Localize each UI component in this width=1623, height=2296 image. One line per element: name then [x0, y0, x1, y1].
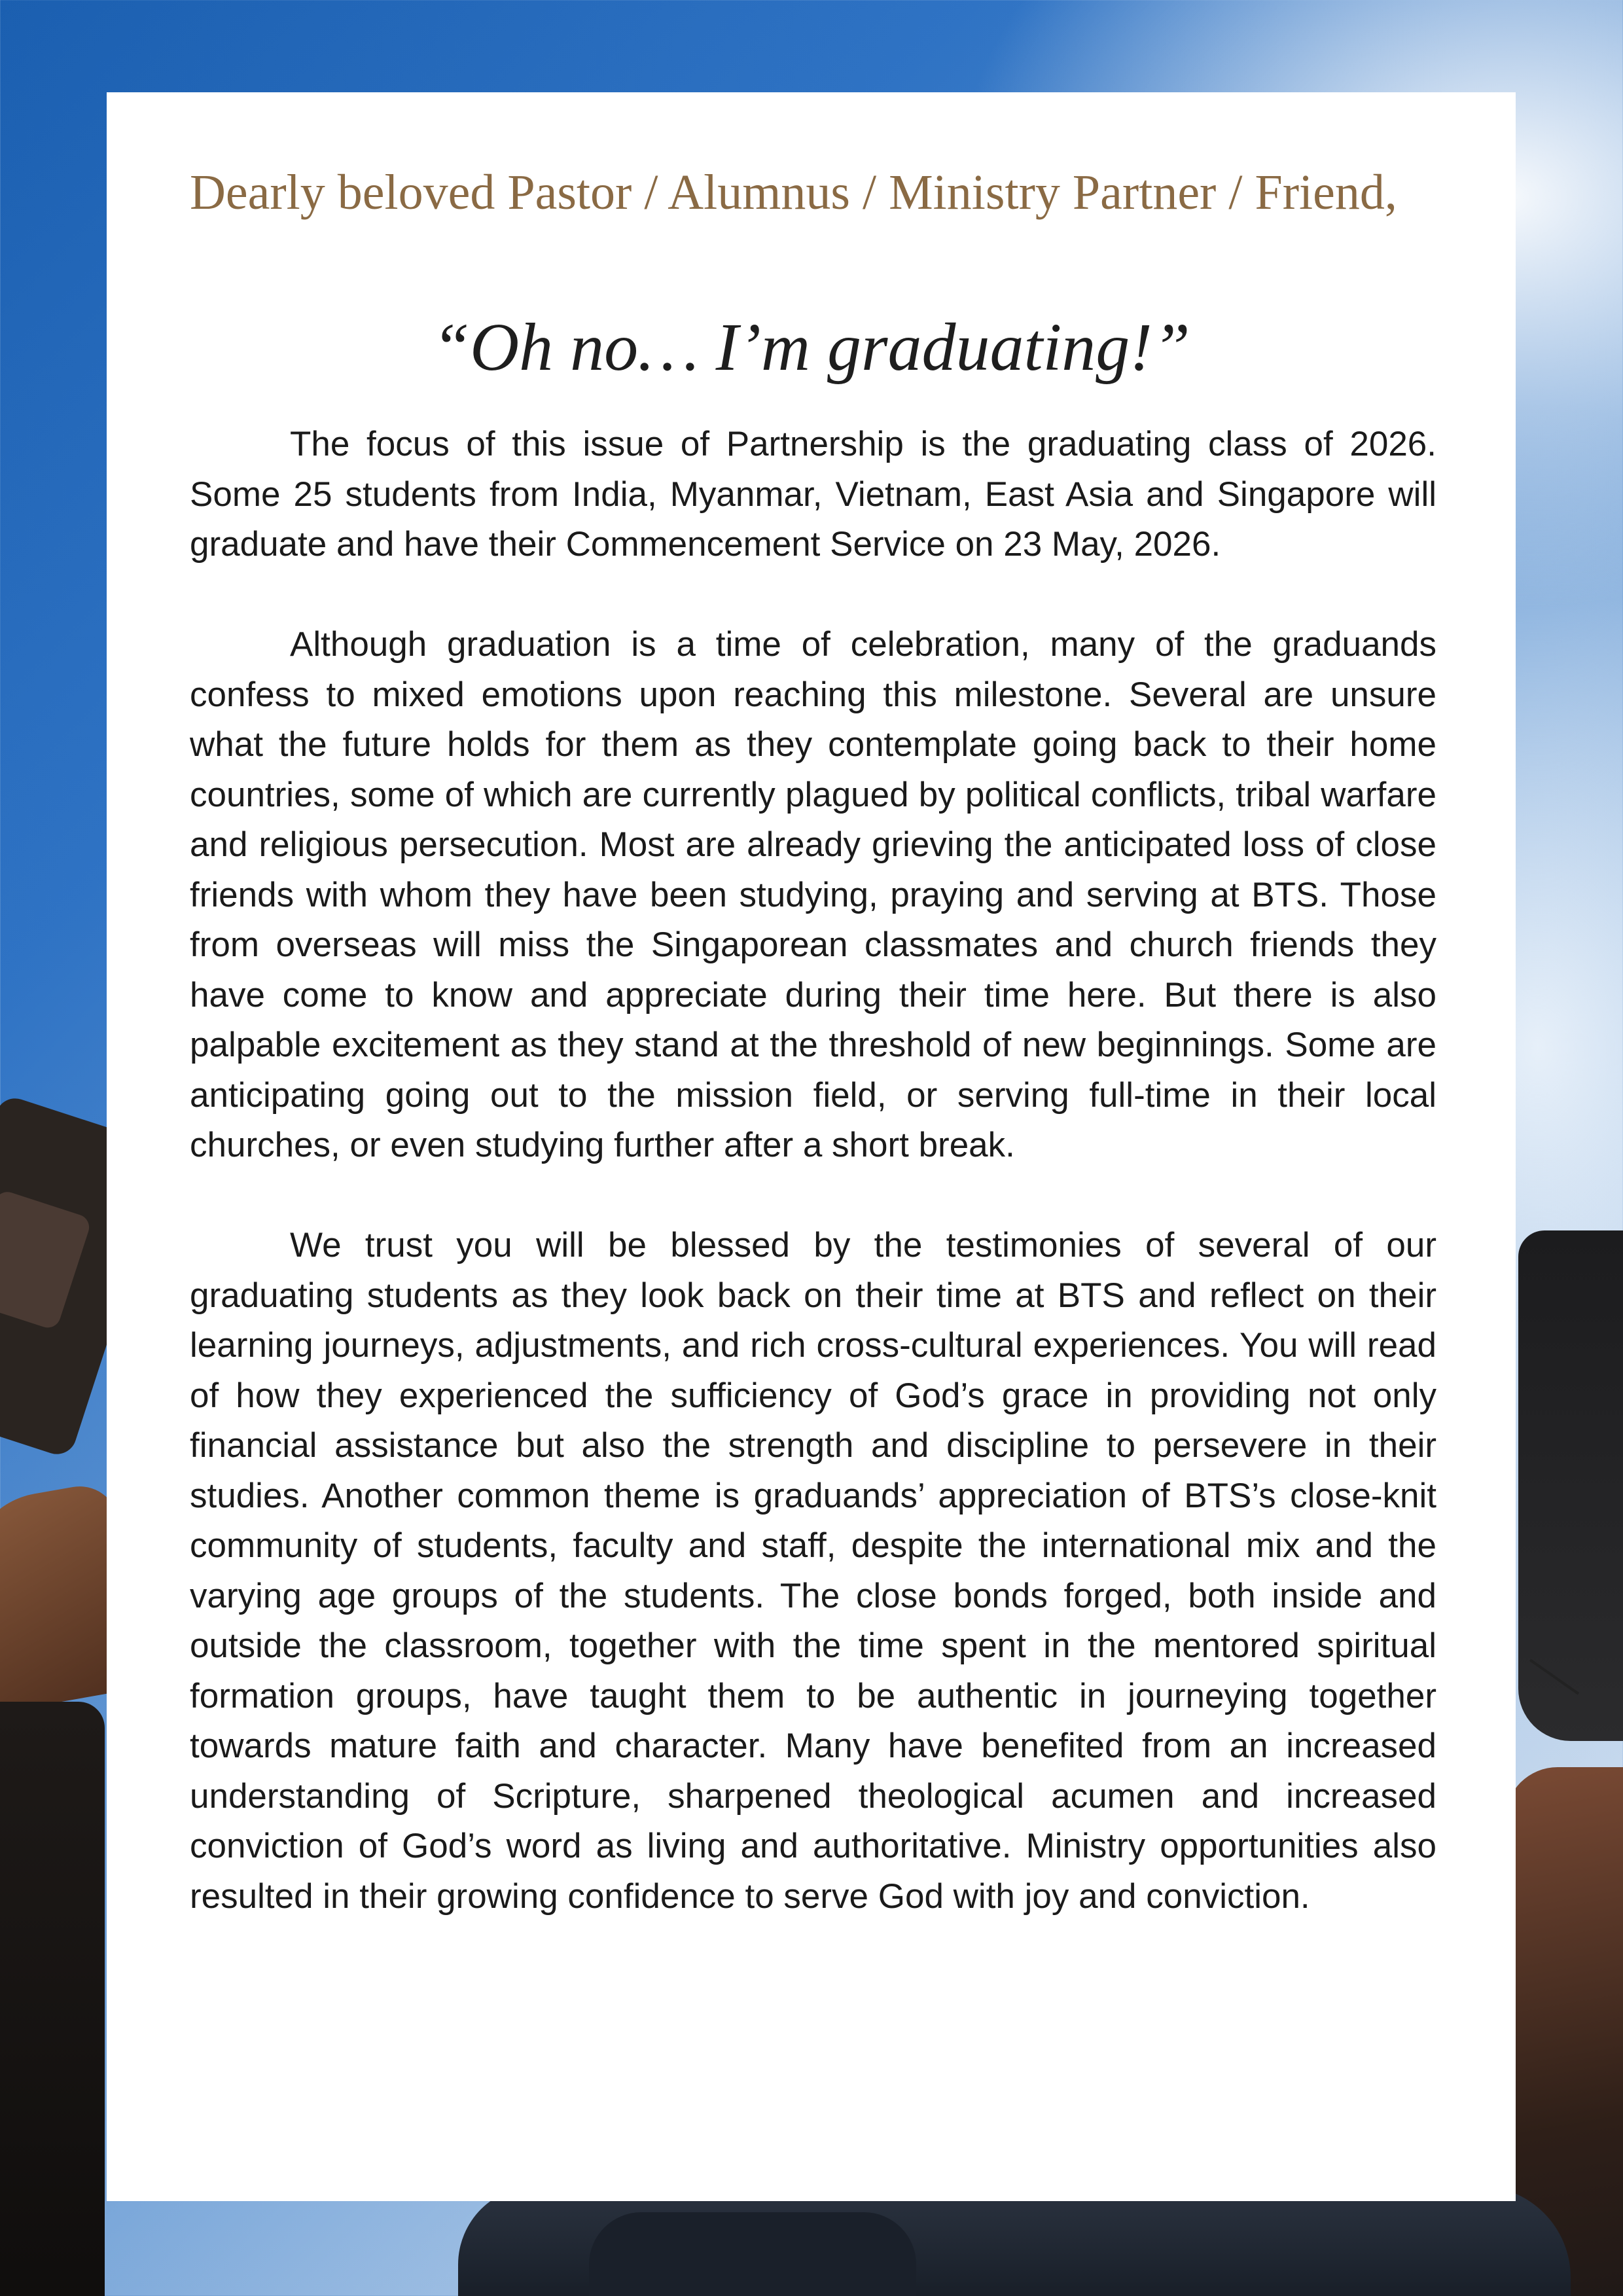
letter-panel	[107, 92, 1516, 2201]
paragraph-2: Although graduation is a time of celebration, many of the graduands confess to mixed emotions upon reaching this milestone. Several are unsure what the future holds for them as they contemplate going back to their home countries, some of which are currently plagued by political conflicts, tribal warfare and religious persecution. Most are already grieving the anticipated loss of close friends with whom they have been studying, praying and serving at BTS. Those from overseas will miss the Singaporean classmates and church friends they have come to know and appreciate during their time here. But there is also palpable excitement as they stand at the threshold of new beginnings. Some are anticipating going out to the mission field, or serving full-time in their local churches, or even studying further after a short break.	[190, 625, 1436, 1164]
letter-body	[190, 420, 1436, 1972]
paragraph-1: The focus of this issue of Partnership is the graduating class of 2026. Some 25 students from India, Myanmar, Vietnam, East Asia and Singapore will graduate and have their Commencement Service on 23 May, 2026.	[190, 425, 1436, 564]
paragraph-3: We trust you will be blessed by the testimonies of several of our graduating students as they look back on their time at BTS and reflect on their learning journeys, adjustments, and rich cross-cultural experiences. You will read of how they experienced the sufficiency of God’s grace in providing not only financial assistance but also the strength and discipline to persevere in their studies. Another common theme is graduands’ appreciation of BTS’s close-knit community of students, faculty and staff, despite the international mix and the varying age groups of the students. The close bonds forged, both inside and outside the classroom, together with the time spent in the mentored spiritual formation groups, have taught them to be authentic in journeying together towards mature faith and character. Many have benefited from an increased understanding of Scripture, sharpened theological acumen and increased conviction of God’s word as living and authoritative. Ministry opportunities also resulted in their growing confidence to serve God with joy and conviction.	[190, 1226, 1436, 1916]
headline: “Oh no… I’m graduating!”	[432, 310, 1190, 385]
salutation: Dearly beloved Pastor / Alumnus / Ministry Partner / Friend,	[190, 165, 1397, 220]
graduation-cap-icon	[589, 2212, 916, 2296]
gown-silhouette	[0, 1702, 105, 2296]
